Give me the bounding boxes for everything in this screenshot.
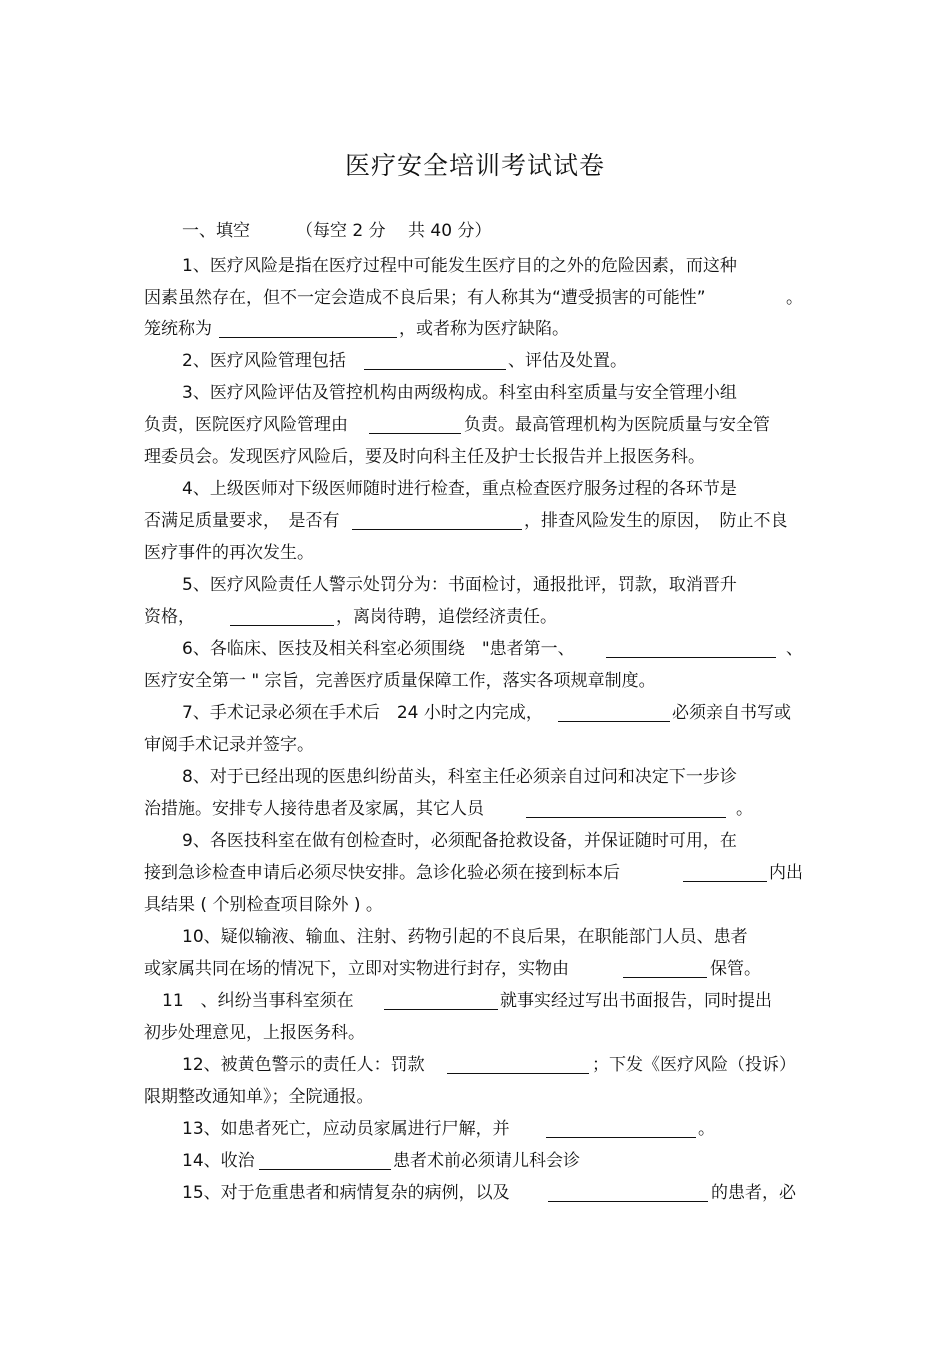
answer-blank[interactable] — [384, 1009, 498, 1010]
text: 12、被黄色警示的责任人：罚款 — [182, 1055, 425, 1075]
text: 治措施。安排专人接待患者及家属，其它人员 — [144, 799, 484, 819]
question-8-line-2 — [0, 793, 950, 825]
answer-blank[interactable] — [623, 977, 707, 978]
question-7-line-2 — [0, 729, 950, 761]
answer-blank[interactable] — [526, 817, 726, 818]
text: 13、如患者死亡，应动员家属进行尸解，并 — [182, 1119, 510, 1139]
question-11-line-1 — [0, 985, 950, 1017]
answer-blank[interactable] — [230, 625, 334, 626]
question-1-line-2 — [0, 282, 950, 314]
text: 。 — [786, 288, 803, 308]
question-11-line-2 — [0, 1017, 950, 1049]
question-7-line-1 — [0, 697, 950, 729]
text: 初步处理意见，上报医务科。 — [144, 1023, 365, 1043]
question-14-line-1 — [0, 1145, 950, 1177]
text: 或家属共同在场的情况下，立即对实物进行封存，实物由 — [144, 959, 569, 979]
question-5-line-2 — [0, 601, 950, 633]
text: 负责。最高管理机构为医院质量与安全管 — [464, 415, 770, 435]
question-9-line-2 — [0, 857, 950, 889]
text: ；下发《医疗风险（投诉） — [592, 1055, 796, 1075]
answer-blank[interactable] — [219, 337, 397, 338]
question-10-line-1 — [0, 921, 950, 953]
text: 医疗安全第一 " 宗旨，完善医疗质量保障工作，落实各项规章制度。 — [144, 671, 656, 691]
question-3-line-2 — [0, 409, 950, 441]
text: 的患者，必 — [711, 1183, 796, 1203]
question-9-line-1 — [0, 825, 950, 857]
section-heading: 一、填空 — [182, 221, 250, 241]
text: 保管。 — [710, 959, 761, 979]
answer-blank[interactable] — [548, 1201, 708, 1202]
text: 笼统称为 — [144, 319, 212, 339]
answer-blank[interactable] — [558, 721, 670, 722]
question-3-line-3 — [0, 441, 950, 473]
answer-blank[interactable] — [259, 1169, 391, 1170]
text: 7、手术记录必须在手术后 24 小时之内完成， — [182, 703, 543, 723]
question-2-line-1 — [0, 345, 950, 377]
answer-blank[interactable] — [546, 1137, 696, 1138]
question-12-line-1 — [0, 1049, 950, 1081]
text: 因素虽然存在，但不一定会造成不良后果；有人称其为“遭受损害的可能性” — [144, 288, 706, 308]
answer-blank[interactable] — [606, 657, 776, 658]
text: 14、收治 — [182, 1151, 255, 1171]
section-heading-line — [0, 215, 950, 247]
text: 8、对于已经出现的医患纠纷苗头，科室主任必须亲自过问和决定下一步诊 — [182, 767, 737, 787]
question-1-line-1 — [0, 250, 950, 282]
text: 医疗事件的再次发生。 — [144, 543, 314, 563]
question-6-line-2 — [0, 665, 950, 697]
text: 4、上级医师对下级医师随时进行检查，重点检查医疗服务过程的各环节是 — [182, 479, 737, 499]
question-9-line-3 — [0, 889, 950, 921]
text: 理委员会。发现医疗风险后，要及时向科主任及护士长报告并上报医务科。 — [144, 447, 705, 467]
text: 内出 — [769, 863, 803, 883]
text: 10、疑似输液、输血、注射、药物引起的不良后果，在职能部门人员、患者 — [182, 927, 748, 947]
text: 就事实经过写出书面报告，同时提出 — [500, 991, 772, 1011]
question-6-line-1 — [0, 633, 950, 665]
question-4-line-3 — [0, 537, 950, 569]
text: 否满足质量要求， 是否有 — [144, 511, 340, 531]
question-12-line-2 — [0, 1081, 950, 1113]
text: 具结果 ( 个别检查项目除外 ) 。 — [144, 895, 383, 915]
answer-blank[interactable] — [369, 433, 461, 434]
text: 负责，医院医疗风险管理由 — [144, 415, 348, 435]
answer-blank[interactable] — [352, 529, 522, 530]
answer-blank[interactable] — [447, 1073, 589, 1074]
text: 6、各临床、医技及相关科室必须围绕 "患者第一、 — [182, 639, 575, 659]
question-3-line-1 — [0, 377, 950, 409]
text: 5、医疗风险责任人警示处罚分为：书面检讨，通报批评，罚款，取消晋升 — [182, 575, 737, 595]
question-5-line-1 — [0, 569, 950, 601]
section-score: （每空 2 分 共 40 分） — [296, 221, 492, 241]
question-8-line-1 — [0, 761, 950, 793]
text: 必须亲自书写或 — [672, 703, 791, 723]
text: 。 — [698, 1119, 715, 1139]
text: ，排查风险发生的原因， 防止不良 — [524, 511, 788, 531]
text: 1、医疗风险是指在医疗过程中可能发生医疗目的之外的危险因素，而这种 — [182, 256, 737, 276]
text: 2、医疗风险管理包括 — [182, 351, 346, 371]
text: 接到急诊检查申请后必须尽快安排。急诊化验必须在接到标本后 — [144, 863, 620, 883]
text: 资格， — [144, 607, 195, 627]
question-1-line-3 — [0, 313, 950, 345]
answer-blank[interactable] — [683, 881, 767, 882]
text: 。 — [736, 799, 753, 819]
question-4-line-2 — [0, 505, 950, 537]
question-10-line-2 — [0, 953, 950, 985]
text: 3、医疗风险评估及管控机构由两级构成。科室由科室质量与安全管理小组 — [182, 383, 737, 403]
text: 、评估及处置。 — [508, 351, 627, 371]
question-15-line-1 — [0, 1177, 950, 1209]
text: 患者术前必须请儿科会诊 — [393, 1151, 580, 1171]
text: ，离岗待聘，追偿经济责任。 — [336, 607, 557, 627]
text: ，或者称为医疗缺陷。 — [399, 319, 569, 339]
text: 审阅手术记录并签字。 — [144, 735, 314, 755]
text: 限期整改通知单》；全院通报。 — [144, 1087, 374, 1107]
text: 、 — [786, 639, 803, 659]
answer-blank[interactable] — [364, 369, 506, 370]
question-13-line-1 — [0, 1113, 950, 1145]
text: 9、各医技科室在做有创检查时，必须配备抢救设备，并保证随时可用，在 — [182, 831, 737, 851]
text: 11 、纠纷当事科室须在 — [162, 991, 354, 1011]
question-4-line-1 — [0, 473, 950, 505]
text: 15、对于危重患者和病情复杂的病例，以及 — [182, 1183, 510, 1203]
page-title: 医疗安全培训考试试卷 — [344, 151, 605, 180]
